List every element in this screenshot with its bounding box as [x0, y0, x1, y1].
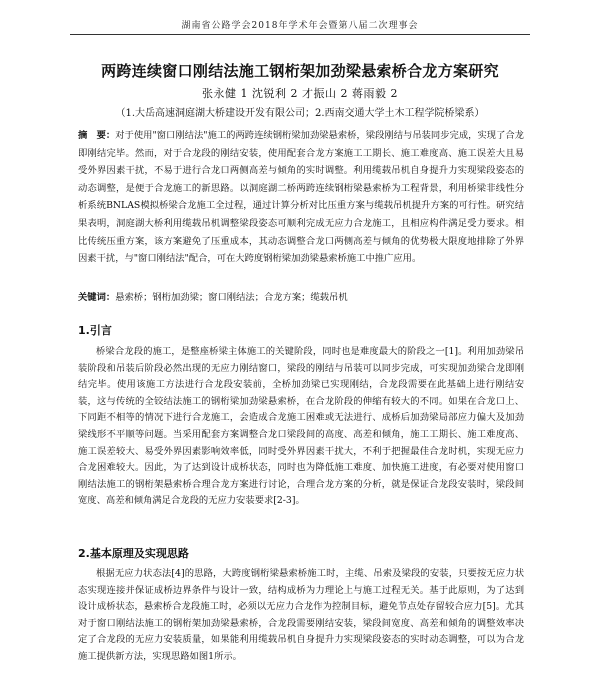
- paper-title: 两跨连续窗口刚结法施工钢桁架加劲梁悬索桥合龙方案研究: [101, 62, 499, 80]
- section-1-text: 桥梁合龙段的施工，是整座桥梁主体施工的关键阶段，同时也是难度最大的阶段之一[1]。利用加劲梁吊装阶段和吊装后阶段必然出现的无应力刚结窗口，梁段的刚结与吊装可以同步完成，可实现加劲梁合龙即刚结完毕。使用该施工方法进行合龙段安装前，全桥加劲梁已实现刚结，合龙段需要在此基础上进行刚结安装，这与传统的全铰结法施工的钢桁梁加劲梁悬索桥，在合龙阶段的伸缩有较大的不同。如果在合龙口上、下同距不相等的情况下进行合龙施工，会造成合龙施工困难或无法进行、成桥后加劲梁局部应力偏大及加劲梁线形不平顺等问题。当采用配套方案调整合龙口梁段间的高度、高差和倾角，施工工期长、施工难度高、施工误差较大、易受外界因素影响效率低，同时受外界因素干扰大，不利于把握最佳合龙时机，实现无应力合龙困难较大。因此，为了达到设计成桥状态，同时也为降低施工难度、加快施工进度，有必要对使用窗口刚结法施工的钢桁架悬索桥合理合龙方案进行讨论，合理合龙方案的分析，就是保证合龙段安装时，梁段间宽度、高差和倾角满足合龙段的无应力安装要求[2-3]。: [78, 346, 524, 507]
- keywords-text: 悬索桥；钢桁加劲梁；窗口刚结法；合龙方案；缆载吊机: [115, 292, 348, 303]
- abstract-label: 摘 要：: [78, 130, 116, 141]
- keywords: [78, 290, 524, 306]
- abstract: [78, 127, 524, 268]
- keywords-label: 关键词：: [78, 292, 116, 303]
- header-rule: [70, 34, 530, 35]
- section-1-heading: 1.引言: [78, 324, 112, 337]
- affiliations: （1.大岳高速洞庭湖大桥建设开发有限公司；2.西南交通大学土木工程学院桥梁系）: [115, 108, 485, 119]
- section-2-text: 根据无应力状态法[4]的思路，大跨度钢桁梁悬索桥施工时，主缆、吊索及梁段的安装，只要按无应力状态实现连接并保证成桥边界条件与设计一致，结构成桥为力理论上与施工过程无关。基于此原则，为了达到设计成桥状态，悬索桥合龙段施工时，必须以无应力合龙作为控制目标，避免节点处存留较合应力[5]。尤其对于窗口刚结法施工的钢桁架加劲梁悬索桥，合龙段需要刚结安装，梁段间宽度、高差和倾角的调整效率决定了合龙段的无应力安装质量，如果能利用缆载吊机自身提升力实现梁段姿态的实时动态调整，可以为合龙施工提供新方法，实现思路如图1所示。: [78, 568, 524, 662]
- section-2-heading: 2.基本原理及实现思路: [78, 547, 189, 560]
- abstract-text: 对于使用"窗口刚结法"施工的两跨连续钢桁梁加劲梁悬索桥，梁段刚结与吊装同步完成，实现了合龙即刚结完毕。然而，对于合龙段的刚结安装，使用配套合龙方案施工工期长、施工难度高、施工误差大且易受外界因素干扰，不易于进行合龙口两侧高差与倾角的实时调整。利用缆载吊机自身提升力实现梁段姿态的动态调整，是便于合龙施工的新思路。以洞庭湖二桥两跨连续钢桁梁悬索桥为工程背景，利用桥梁非线性分析系统BNLAS模拟桥梁合龙施工全过程，通过计算分析对比压重方案与缆载吊机提升方案的可行性。研究结果表明，洞庭湖大桥利用缆载吊机调整梁段姿态可顺利完成无应力合龙施工，且相应构件满足受力要求。相比传统压重方案，该方案避免了压重成本，其动态调整合龙口两侧高差与倾角的优势极大限度地排除了外界因素干扰，与"窗口刚结法"配合，可在大跨度钢桁梁加劲梁悬索桥施工中推广应用。: [78, 130, 524, 265]
- running-header: 湖南省公路学会2018年学术年会暨第八届二次理事会: [181, 21, 419, 31]
- authors: 张永健 1 沈锐利 2 才振山 2 蒋雨毅 2: [202, 87, 398, 100]
